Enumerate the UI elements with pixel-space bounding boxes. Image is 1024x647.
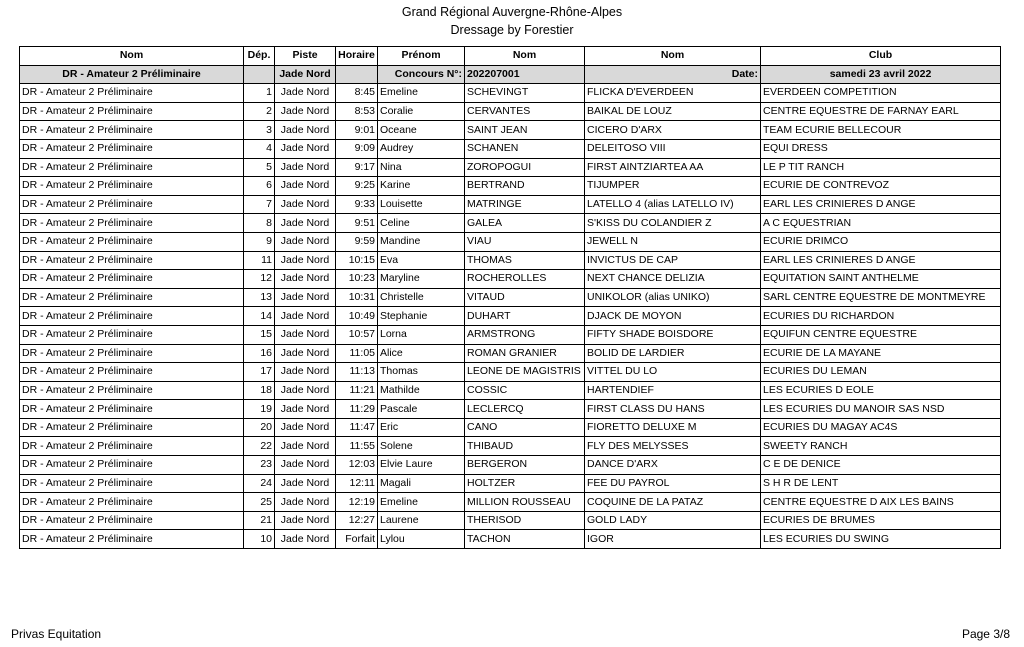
row-epreuve: DR - Amateur 2 Préliminaire bbox=[20, 474, 244, 493]
row-prenom: Lorna bbox=[378, 325, 465, 344]
row-prenom: Laurene bbox=[378, 511, 465, 530]
row-piste: Jade Nord bbox=[275, 121, 336, 140]
row-dep: 10 bbox=[244, 530, 275, 549]
row-horaire: Forfait bbox=[336, 530, 378, 549]
row-nom-cheval: COQUINE DE LA PATAZ bbox=[585, 493, 761, 512]
row-club: CENTRE EQUESTRE DE FARNAY EARL bbox=[761, 102, 1001, 121]
row-prenom: Audrey bbox=[378, 139, 465, 158]
row-prenom: Nina bbox=[378, 158, 465, 177]
row-epreuve: DR - Amateur 2 Préliminaire bbox=[20, 400, 244, 419]
row-nom-cheval: FEE DU PAYROL bbox=[585, 474, 761, 493]
row-horaire: 10:23 bbox=[336, 270, 378, 289]
row-horaire: 9:01 bbox=[336, 121, 378, 140]
row-prenom: Lylou bbox=[378, 530, 465, 549]
row-dep: 9 bbox=[244, 232, 275, 251]
row-club: ECURIES DU LEMAN bbox=[761, 363, 1001, 382]
row-nom-cavalier: HOLTZER bbox=[465, 474, 585, 493]
row-epreuve: DR - Amateur 2 Préliminaire bbox=[20, 251, 244, 270]
row-piste: Jade Nord bbox=[275, 288, 336, 307]
row-prenom: Elvie Laure bbox=[378, 456, 465, 475]
row-horaire: 9:33 bbox=[336, 195, 378, 214]
row-piste: Jade Nord bbox=[275, 418, 336, 437]
row-horaire: 11:05 bbox=[336, 344, 378, 363]
row-horaire: 11:29 bbox=[336, 400, 378, 419]
date-label: Date: bbox=[585, 65, 761, 84]
table-row bbox=[20, 325, 1001, 344]
col-header-piste: Piste bbox=[275, 47, 336, 66]
row-horaire: 11:47 bbox=[336, 418, 378, 437]
row-nom-cheval: VITTEL DU LO bbox=[585, 363, 761, 382]
row-horaire: 12:19 bbox=[336, 493, 378, 512]
col-header-horaire: Horaire bbox=[336, 47, 378, 66]
row-piste: Jade Nord bbox=[275, 530, 336, 549]
row-nom-cavalier: ARMSTRONG bbox=[465, 325, 585, 344]
empty-cell bbox=[244, 65, 275, 84]
row-nom-cheval: INVICTUS DE CAP bbox=[585, 251, 761, 270]
row-nom-cheval: S'KISS DU COLANDIER Z bbox=[585, 214, 761, 233]
row-club: ECURIES DE BRUMES bbox=[761, 511, 1001, 530]
row-piste: Jade Nord bbox=[275, 511, 336, 530]
row-epreuve: DR - Amateur 2 Préliminaire bbox=[20, 456, 244, 475]
row-nom-cheval: DELEITOSO VIII bbox=[585, 139, 761, 158]
row-piste: Jade Nord bbox=[275, 139, 336, 158]
table-row bbox=[20, 251, 1001, 270]
row-horaire: 10:49 bbox=[336, 307, 378, 326]
row-club: EVERDEEN COMPETITION bbox=[761, 84, 1001, 103]
row-horaire: 8:45 bbox=[336, 84, 378, 103]
row-club: LES ECURIES D EOLE bbox=[761, 381, 1001, 400]
row-club: ECURIE DRIMCO bbox=[761, 232, 1001, 251]
row-club: ECURIES DU MAGAY AC4S bbox=[761, 418, 1001, 437]
col-header-nom-cavalier: Nom bbox=[465, 47, 585, 66]
row-nom-cheval: FIORETTO DELUXE M bbox=[585, 418, 761, 437]
table-row bbox=[20, 195, 1001, 214]
row-nom-cavalier: MATRINGE bbox=[465, 195, 585, 214]
row-horaire: 9:59 bbox=[336, 232, 378, 251]
col-header-nom-epreuve: Nom bbox=[20, 47, 244, 66]
row-epreuve: DR - Amateur 2 Préliminaire bbox=[20, 437, 244, 456]
row-epreuve: DR - Amateur 2 Préliminaire bbox=[20, 511, 244, 530]
row-nom-cavalier: DUHART bbox=[465, 307, 585, 326]
row-dep: 13 bbox=[244, 288, 275, 307]
table-row bbox=[20, 84, 1001, 103]
table-row bbox=[20, 158, 1001, 177]
row-nom-cheval: FLY DES MELYSSES bbox=[585, 437, 761, 456]
row-nom-cheval: BAIKAL DE LOUZ bbox=[585, 102, 761, 121]
row-piste: Jade Nord bbox=[275, 307, 336, 326]
row-epreuve: DR - Amateur 2 Préliminaire bbox=[20, 195, 244, 214]
row-nom-cavalier: TACHON bbox=[465, 530, 585, 549]
row-club: EQUIFUN CENTRE EQUESTRE bbox=[761, 325, 1001, 344]
row-piste: Jade Nord bbox=[275, 102, 336, 121]
row-dep: 2 bbox=[244, 102, 275, 121]
row-piste: Jade Nord bbox=[275, 84, 336, 103]
table-row bbox=[20, 177, 1001, 196]
row-horaire: 10:57 bbox=[336, 325, 378, 344]
row-nom-cavalier: BERGERON bbox=[465, 456, 585, 475]
row-horaire: 9:09 bbox=[336, 139, 378, 158]
row-epreuve: DR - Amateur 2 Préliminaire bbox=[20, 214, 244, 233]
table-row bbox=[20, 456, 1001, 475]
row-nom-cheval: FIFTY SHADE BOISDORE bbox=[585, 325, 761, 344]
row-nom-cheval: JEWELL N bbox=[585, 232, 761, 251]
row-prenom: Emeline bbox=[378, 493, 465, 512]
row-prenom: Eric bbox=[378, 418, 465, 437]
row-nom-cheval: TIJUMPER bbox=[585, 177, 761, 196]
row-nom-cavalier: SAINT JEAN bbox=[465, 121, 585, 140]
row-nom-cavalier: BERTRAND bbox=[465, 177, 585, 196]
row-piste: Jade Nord bbox=[275, 325, 336, 344]
row-club: LE P TIT RANCH bbox=[761, 158, 1001, 177]
row-horaire: 11:13 bbox=[336, 363, 378, 382]
row-nom-cheval: BOLID DE LARDIER bbox=[585, 344, 761, 363]
row-dep: 25 bbox=[244, 493, 275, 512]
row-prenom: Celine bbox=[378, 214, 465, 233]
row-dep: 16 bbox=[244, 344, 275, 363]
row-prenom: Eva bbox=[378, 251, 465, 270]
row-piste: Jade Nord bbox=[275, 158, 336, 177]
row-piste: Jade Nord bbox=[275, 232, 336, 251]
row-nom-cavalier: MILLION ROUSSEAU bbox=[465, 493, 585, 512]
row-nom-cavalier: COSSIC bbox=[465, 381, 585, 400]
row-prenom: Maryline bbox=[378, 270, 465, 289]
concours-number: 202207001 bbox=[465, 65, 585, 84]
table-row bbox=[20, 307, 1001, 326]
row-dep: 23 bbox=[244, 456, 275, 475]
row-club: LES ECURIES DU SWING bbox=[761, 530, 1001, 549]
table-row bbox=[20, 288, 1001, 307]
row-epreuve: DR - Amateur 2 Préliminaire bbox=[20, 418, 244, 437]
row-club: ECURIE DE CONTREVOZ bbox=[761, 177, 1001, 196]
row-horaire: 12:11 bbox=[336, 474, 378, 493]
row-dep: 14 bbox=[244, 307, 275, 326]
row-club: SARL CENTRE EQUESTRE DE MONTMEYRE bbox=[761, 288, 1001, 307]
row-prenom: Mathilde bbox=[378, 381, 465, 400]
row-prenom: Emeline bbox=[378, 84, 465, 103]
row-epreuve: DR - Amateur 2 Préliminaire bbox=[20, 363, 244, 382]
row-nom-cheval: FIRST CLASS DU HANS bbox=[585, 400, 761, 419]
row-piste: Jade Nord bbox=[275, 363, 336, 382]
document-subtitle: Dressage by Forestier bbox=[450, 23, 574, 37]
row-nom-cavalier: SCHEVINGT bbox=[465, 84, 585, 103]
row-nom-cavalier: LEONE DE MAGISTRIS bbox=[465, 363, 585, 382]
row-nom-cavalier: THIBAUD bbox=[465, 437, 585, 456]
footer-organizer: Privas Equitation bbox=[11, 627, 102, 641]
table-row bbox=[20, 493, 1001, 512]
row-nom-cheval: NEXT CHANCE DELIZIA bbox=[585, 270, 761, 289]
row-club: A C EQUESTRIAN bbox=[761, 214, 1001, 233]
row-dep: 11 bbox=[244, 251, 275, 270]
row-nom-cheval: UNIKOLOR (alias UNIKO) bbox=[585, 288, 761, 307]
row-nom-cavalier: CERVANTES bbox=[465, 102, 585, 121]
row-piste: Jade Nord bbox=[275, 344, 336, 363]
row-epreuve: DR - Amateur 2 Préliminaire bbox=[20, 121, 244, 140]
row-dep: 24 bbox=[244, 474, 275, 493]
footer-page-number: Page 3/8 bbox=[961, 627, 1010, 641]
row-nom-cavalier: VITAUD bbox=[465, 288, 585, 307]
row-prenom: Karine bbox=[378, 177, 465, 196]
table-row bbox=[20, 139, 1001, 158]
row-dep: 21 bbox=[244, 511, 275, 530]
table-row bbox=[20, 400, 1001, 419]
row-horaire: 10:31 bbox=[336, 288, 378, 307]
row-horaire: 8:53 bbox=[336, 102, 378, 121]
row-club: SWEETY RANCH bbox=[761, 437, 1001, 456]
row-nom-cavalier: SCHANEN bbox=[465, 139, 585, 158]
row-dep: 5 bbox=[244, 158, 275, 177]
col-header-prenom: Prénom bbox=[378, 47, 465, 66]
document-title: Grand Régional Auvergne-Rhône-Alpes bbox=[401, 5, 623, 19]
row-epreuve: DR - Amateur 2 Préliminaire bbox=[20, 325, 244, 344]
row-nom-cavalier: CANO bbox=[465, 418, 585, 437]
row-club: EQUI DRESS bbox=[761, 139, 1001, 158]
row-horaire: 11:21 bbox=[336, 381, 378, 400]
row-nom-cheval: HARTENDIEF bbox=[585, 381, 761, 400]
row-club: ECURIES DU RICHARDON bbox=[761, 307, 1001, 326]
row-dep: 22 bbox=[244, 437, 275, 456]
row-nom-cheval: DANCE D'ARX bbox=[585, 456, 761, 475]
row-dep: 4 bbox=[244, 139, 275, 158]
concours-label: Concours N°: bbox=[378, 65, 465, 84]
row-nom-cavalier: THERISOD bbox=[465, 511, 585, 530]
row-epreuve: DR - Amateur 2 Préliminaire bbox=[20, 493, 244, 512]
table-row bbox=[20, 437, 1001, 456]
row-club: C E DE DENICE bbox=[761, 456, 1001, 475]
row-nom-cheval: FLICKA D'EVERDEEN bbox=[585, 84, 761, 103]
table-row bbox=[20, 270, 1001, 289]
competition-info-row bbox=[20, 65, 1001, 84]
row-prenom: Coralie bbox=[378, 102, 465, 121]
table-row bbox=[20, 121, 1001, 140]
row-piste: Jade Nord bbox=[275, 270, 336, 289]
row-dep: 20 bbox=[244, 418, 275, 437]
row-prenom: Oceane bbox=[378, 121, 465, 140]
row-dep: 15 bbox=[244, 325, 275, 344]
table-row bbox=[20, 214, 1001, 233]
row-prenom: Mandine bbox=[378, 232, 465, 251]
row-epreuve: DR - Amateur 2 Préliminaire bbox=[20, 288, 244, 307]
row-piste: Jade Nord bbox=[275, 177, 336, 196]
row-dep: 19 bbox=[244, 400, 275, 419]
row-piste: Jade Nord bbox=[275, 493, 336, 512]
row-nom-cavalier: LECLERCQ bbox=[465, 400, 585, 419]
table-row bbox=[20, 102, 1001, 121]
row-club: EARL LES CRINIERES D ANGE bbox=[761, 251, 1001, 270]
row-epreuve: DR - Amateur 2 Préliminaire bbox=[20, 530, 244, 549]
row-horaire: 9:51 bbox=[336, 214, 378, 233]
row-horaire: 11:55 bbox=[336, 437, 378, 456]
row-prenom: Thomas bbox=[378, 363, 465, 382]
col-header-nom-cheval: Nom bbox=[585, 47, 761, 66]
row-nom-cavalier: GALEA bbox=[465, 214, 585, 233]
row-dep: 18 bbox=[244, 381, 275, 400]
table-row bbox=[20, 344, 1001, 363]
row-dep: 8 bbox=[244, 214, 275, 233]
piste-name: Jade Nord bbox=[275, 65, 336, 84]
row-dep: 17 bbox=[244, 363, 275, 382]
row-nom-cheval: DJACK DE MOYON bbox=[585, 307, 761, 326]
row-piste: Jade Nord bbox=[275, 437, 336, 456]
row-club: ECURIE DE LA MAYANE bbox=[761, 344, 1001, 363]
row-epreuve: DR - Amateur 2 Préliminaire bbox=[20, 84, 244, 103]
row-club: LES ECURIES DU MANOIR SAS NSD bbox=[761, 400, 1001, 419]
table-row bbox=[20, 381, 1001, 400]
row-club: EQUITATION SAINT ANTHELME bbox=[761, 270, 1001, 289]
row-nom-cheval: LATELLO 4 (alias LATELLO IV) bbox=[585, 195, 761, 214]
row-epreuve: DR - Amateur 2 Préliminaire bbox=[20, 344, 244, 363]
row-epreuve: DR - Amateur 2 Préliminaire bbox=[20, 270, 244, 289]
row-prenom: Magali bbox=[378, 474, 465, 493]
row-horaire: 12:27 bbox=[336, 511, 378, 530]
epreuve-name: DR - Amateur 2 Préliminaire bbox=[20, 65, 244, 84]
row-club: TEAM ECURIE BELLECOUR bbox=[761, 121, 1001, 140]
row-nom-cheval: GOLD LADY bbox=[585, 511, 761, 530]
table-row bbox=[20, 474, 1001, 493]
start-list-table bbox=[19, 46, 1001, 549]
row-horaire: 9:25 bbox=[336, 177, 378, 196]
empty-cell bbox=[336, 65, 378, 84]
row-nom-cavalier: ZOROPOGUI bbox=[465, 158, 585, 177]
row-dep: 1 bbox=[244, 84, 275, 103]
table-row bbox=[20, 511, 1001, 530]
row-epreuve: DR - Amateur 2 Préliminaire bbox=[20, 102, 244, 121]
row-piste: Jade Nord bbox=[275, 195, 336, 214]
row-epreuve: DR - Amateur 2 Préliminaire bbox=[20, 232, 244, 251]
row-nom-cavalier: ROMAN GRANIER bbox=[465, 344, 585, 363]
row-epreuve: DR - Amateur 2 Préliminaire bbox=[20, 158, 244, 177]
row-prenom: Solene bbox=[378, 437, 465, 456]
row-dep: 3 bbox=[244, 121, 275, 140]
row-horaire: 10:15 bbox=[336, 251, 378, 270]
row-prenom: Pascale bbox=[378, 400, 465, 419]
row-club: CENTRE EQUESTRE D AIX LES BAINS bbox=[761, 493, 1001, 512]
row-piste: Jade Nord bbox=[275, 400, 336, 419]
row-dep: 6 bbox=[244, 177, 275, 196]
row-prenom: Christelle bbox=[378, 288, 465, 307]
row-dep: 12 bbox=[244, 270, 275, 289]
row-nom-cheval: CICERO D'ARX bbox=[585, 121, 761, 140]
row-piste: Jade Nord bbox=[275, 381, 336, 400]
row-horaire: 12:03 bbox=[336, 456, 378, 475]
row-prenom: Alice bbox=[378, 344, 465, 363]
row-horaire: 9:17 bbox=[336, 158, 378, 177]
row-club: EARL LES CRINIERES D ANGE bbox=[761, 195, 1001, 214]
col-header-dep: Dép. bbox=[244, 47, 275, 66]
row-prenom: Louisette bbox=[378, 195, 465, 214]
row-nom-cavalier: VIAU bbox=[465, 232, 585, 251]
table-row bbox=[20, 363, 1001, 382]
row-epreuve: DR - Amateur 2 Préliminaire bbox=[20, 177, 244, 196]
table-row bbox=[20, 232, 1001, 251]
col-header-club: Club bbox=[761, 47, 1001, 66]
table-row bbox=[20, 418, 1001, 437]
row-piste: Jade Nord bbox=[275, 251, 336, 270]
row-nom-cavalier: THOMAS bbox=[465, 251, 585, 270]
row-piste: Jade Nord bbox=[275, 474, 336, 493]
row-epreuve: DR - Amateur 2 Préliminaire bbox=[20, 139, 244, 158]
header-row bbox=[20, 47, 1001, 66]
row-club: S H R DE LENT bbox=[761, 474, 1001, 493]
row-nom-cheval: FIRST AINTZIARTEA AA bbox=[585, 158, 761, 177]
date-value: samedi 23 avril 2022 bbox=[761, 65, 1001, 84]
row-dep: 7 bbox=[244, 195, 275, 214]
row-nom-cheval: IGOR bbox=[585, 530, 761, 549]
row-piste: Jade Nord bbox=[275, 214, 336, 233]
row-nom-cavalier: ROCHEROLLES bbox=[465, 270, 585, 289]
row-prenom: Stephanie bbox=[378, 307, 465, 326]
row-epreuve: DR - Amateur 2 Préliminaire bbox=[20, 307, 244, 326]
row-epreuve: DR - Amateur 2 Préliminaire bbox=[20, 381, 244, 400]
table-row bbox=[20, 530, 1001, 549]
row-piste: Jade Nord bbox=[275, 456, 336, 475]
